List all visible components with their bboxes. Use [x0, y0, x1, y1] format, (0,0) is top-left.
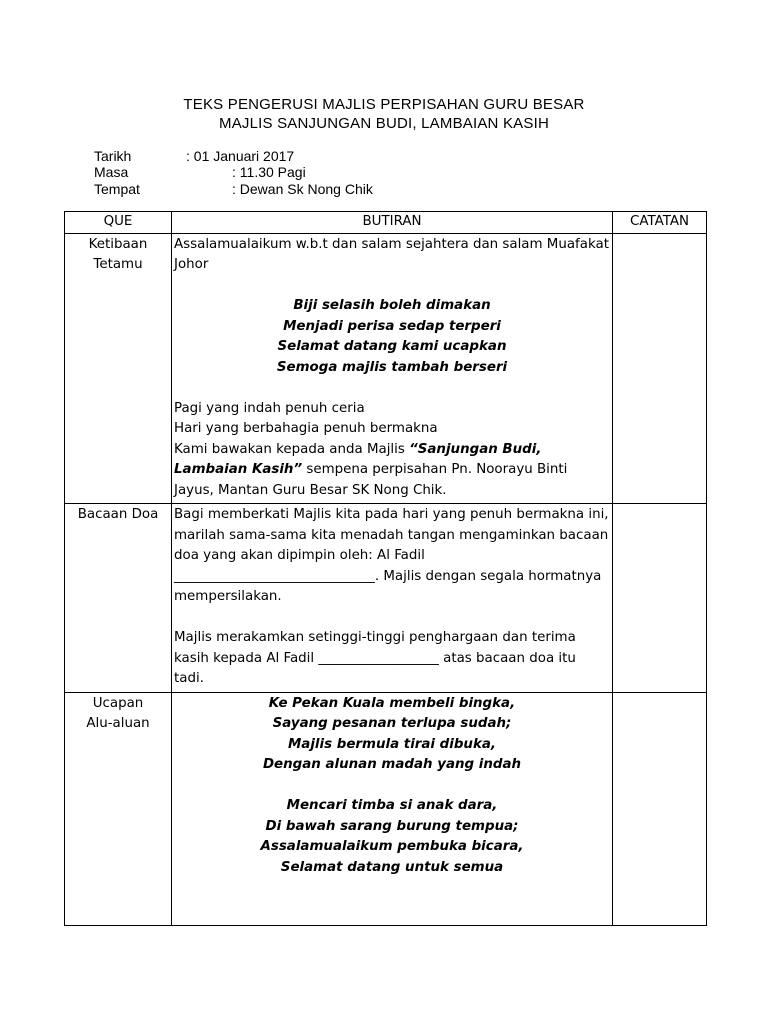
header-que: QUE [65, 212, 172, 234]
pantun-line: Selamat datang kami ucapkan [277, 339, 507, 354]
pantun-line: Assalamualaikum pembuka bicara, [260, 839, 524, 854]
pantun-line: Menjadi perisa sedap terperi [283, 318, 501, 334]
table-header-row [65, 212, 707, 234]
que-bacaan-doa: Bacaan Doa [77, 507, 159, 522]
event-intro [174, 440, 610, 502]
event-title: “Sanjungan Budi, Lambaian Kasih” [174, 441, 542, 477]
pantun-line: Ke Pekan Kuala membeli bingka, [268, 695, 516, 711]
text-line: Pagi yang indah penuh ceria [174, 400, 365, 416]
pantun-line: Dengan alunan madah yang indah [262, 757, 522, 772]
catatan-cell [613, 504, 707, 693]
document-title: TEKS PENGERUSI MAJLIS PERPISAHAN GURU BESAR [183, 96, 585, 113]
que-ucapan: Ucapan [92, 695, 144, 711]
que-tetamu: Tetamu [93, 257, 143, 272]
butiran-cell [172, 504, 613, 693]
pantun-welcome [174, 296, 610, 378]
catatan-cell [613, 692, 707, 925]
thanks-paragraph: Majlis merakamkan setinggi-tinggi penghargaan dan terima kasih kepada Al Fadil __________________ atas bacaan doa itu tadi. [174, 630, 576, 686]
text-line: Hari yang berbahagia penuh bermakna [174, 421, 438, 436]
table-row [65, 233, 707, 504]
butiran-cell [172, 692, 613, 925]
pantun-line: Di bawah sarang burung tempua; [265, 818, 519, 834]
tarikh-label: Tarikh [94, 148, 132, 164]
que-cell [65, 233, 172, 504]
pantun-opening [174, 694, 610, 776]
header-butiran: BUTIRAN [172, 212, 613, 234]
masa-value: : 11.30 Pagi [232, 164, 306, 180]
pantun-line: Mencari timba si anak dara, [286, 798, 498, 813]
pantun-line: Sayang pesanan terlupa sudah; [272, 716, 512, 731]
pantun-line: Semoga majlis tambah berseri [276, 359, 508, 375]
tarikh-value: : 01 Januari 2017 [186, 148, 295, 164]
doa-paragraph: Bagi memberkati Majlis kita pada hari yang penuh bermakna ini, marilah sama-sama kita menadah tangan mengaminkan bacaan doa yang akan dipimpin oleh: Al Fadil ______________________________. Majlis dengan segala hormatnya mempersilakan. [174, 507, 609, 604]
pantun-line: Biji selasih boleh dimakan [293, 298, 491, 313]
table-row [65, 504, 707, 693]
table-row [65, 692, 707, 925]
header-catatan: CATATAN [613, 212, 707, 234]
tempat-value: : Dewan Sk Nong Chik [232, 181, 373, 197]
masa-label: Masa [94, 164, 129, 180]
document-subtitle: MAJLIS SANJUNGAN BUDI, LAMBAIAN KASIH [219, 115, 549, 132]
catatan-cell [613, 233, 707, 504]
opening-greeting: Assalamualaikum w.b.t dan salam sejahtera dan salam Muafakat Johor [174, 236, 609, 272]
schedule-table [64, 211, 707, 926]
que-ketibaan: Ketibaan [88, 236, 148, 252]
event-intro-pre: Kami bawakan kepada anda Majlis [174, 441, 410, 457]
que-alu-aluan: Alu-aluan [86, 716, 150, 731]
que-cell [65, 692, 172, 925]
pantun-greeting [174, 796, 610, 878]
pantun-line: Majlis bermula tirai dibuka, [287, 736, 496, 752]
tempat-label: Tempat [94, 181, 140, 197]
event-intro-post: sempena perpisahan Pn. Noorayu Binti Jayus, Mantan Guru Besar SK Nong Chik. [174, 462, 568, 498]
pantun-line: Selamat datang untuk semua [280, 859, 504, 875]
butiran-cell [172, 233, 613, 504]
que-cell [65, 504, 172, 693]
